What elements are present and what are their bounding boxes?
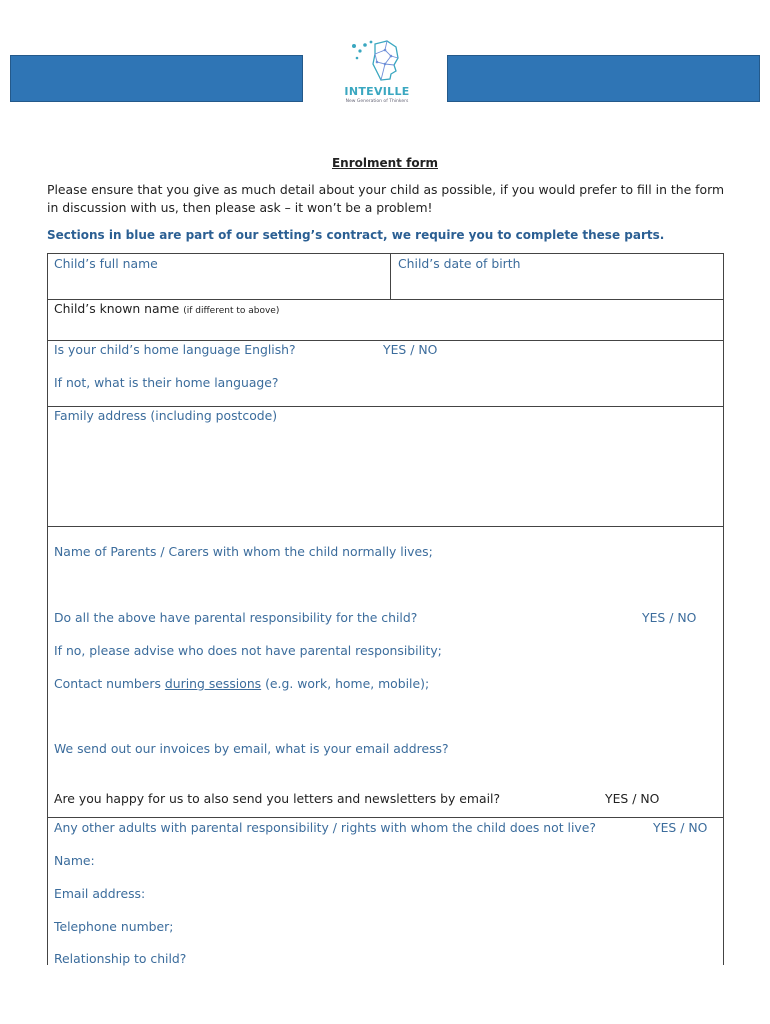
table-border-top: [47, 253, 724, 254]
other-adult-relationship-field[interactable]: Relationship to child?: [54, 951, 187, 966]
contact-suffix: (e.g. work, home, mobile);: [261, 676, 430, 691]
header-bar-right: [447, 55, 760, 102]
inteville-logo: [335, 38, 419, 106]
contact-numbers-field[interactable]: [54, 676, 429, 691]
other-adults-yes-no[interactable]: YES / NO: [653, 820, 708, 835]
newsletter-yes-no[interactable]: YES / NO: [605, 791, 660, 806]
full-name-field[interactable]: Child’s full name: [54, 256, 158, 271]
family-address-field[interactable]: Family address (including postcode): [54, 408, 278, 423]
invoice-email-field[interactable]: We send out our invoices by email, what is your email address?: [54, 741, 449, 756]
form-title: Enrolment form: [331, 156, 438, 170]
known-name-field[interactable]: [54, 301, 279, 316]
parental-responsibility-question: Do all the above have parental responsibility for the child?: [54, 610, 418, 625]
parents-names-field[interactable]: Name of Parents / Carers with whom the child normally lives;: [54, 544, 433, 559]
parental-responsibility-yes-no[interactable]: YES / NO: [642, 610, 697, 625]
row-divider: [47, 526, 724, 527]
other-adult-phone-field[interactable]: Telephone number;: [54, 919, 174, 934]
row-divider: [47, 340, 724, 341]
divider-name-dob: [390, 253, 391, 299]
contract-note: Sections in blue are part of our setting’s contract, we require you to complete these parts.: [47, 228, 665, 242]
other-adult-name-field[interactable]: Name:: [54, 853, 95, 868]
home-language-question: Is your child’s home language English?: [54, 342, 296, 357]
contact-prefix: Contact numbers: [54, 676, 165, 691]
other-adult-email-field[interactable]: Email address:: [54, 886, 146, 901]
dob-field[interactable]: Child’s date of birth: [398, 256, 521, 271]
header-bar-left: [10, 55, 303, 102]
known-name-label: Child’s known name: [54, 301, 180, 316]
newsletter-question: Are you happy for us to also send you letters and newsletters by email?: [54, 791, 501, 806]
logo-name: INTEVILLE: [344, 85, 410, 98]
intro-text: Please ensure that you give as much detail about your child as possible, if you would prefer to fill in the form in discussion with us, then please ask – it won’t be a problem!: [47, 182, 725, 215]
row-divider: [47, 817, 724, 818]
other-adults-question: Any other adults with parental responsibility / rights with whom the child does not live?: [54, 820, 596, 835]
table-border-right: [723, 253, 724, 965]
home-language-other-field[interactable]: If not, what is their home language?: [54, 375, 279, 390]
table-border-left: [47, 253, 48, 965]
row-divider: [47, 406, 724, 407]
logo-tagline: New Generation of Thinkers: [345, 99, 409, 104]
known-name-note: (if different to above): [183, 306, 280, 316]
row-divider: [47, 299, 724, 300]
parental-responsibility-no-field[interactable]: If no, please advise who does not have parental responsibility;: [54, 643, 442, 658]
contact-during-sessions: during sessions: [164, 676, 262, 691]
brain-head-icon: [335, 38, 419, 84]
home-language-yes-no[interactable]: YES / NO: [383, 342, 438, 357]
